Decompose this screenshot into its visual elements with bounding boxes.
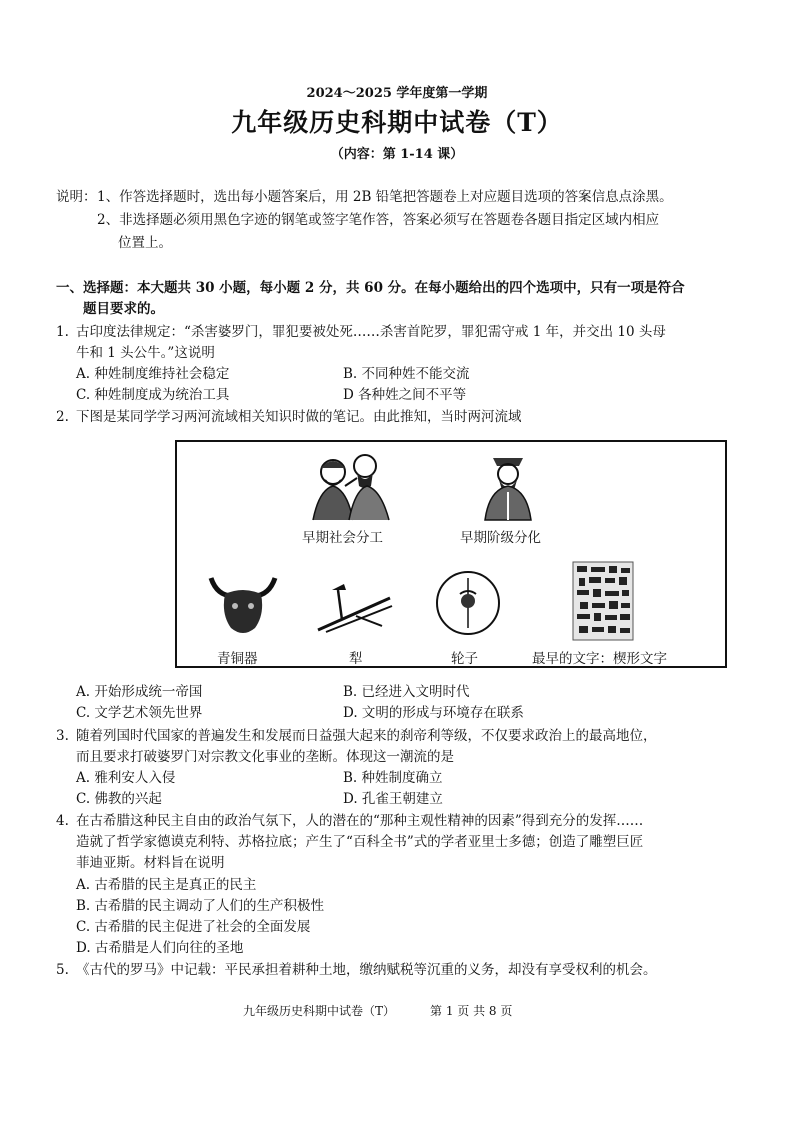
question-3-option-d[interactable]: D. 孔雀王朝建立 [343,791,443,807]
question-2-option-a[interactable]: A. 开始形成统一帝国 [76,684,203,700]
question-5-number: 5. [56,962,69,978]
plow-icon [312,576,396,636]
question-2-option-d[interactable]: D. 文明的形成与环境存在联系 [343,705,524,721]
question-4-option-a[interactable]: A. 古希腊的民主是真正的民主 [76,877,257,893]
label-wheel: 轮子 [451,651,478,667]
section-heading: 一、选择题：本大题共 30 小题，每小题 2 分，共 60 分。在每小题给出的四个选项中，只有一项是符合 [56,280,685,296]
label-bronze: 青铜器 [217,651,258,667]
footer-title: 九年级历史科期中试卷（T） [243,1004,396,1018]
question-4-number: 4. [56,813,69,829]
question-1-option-c[interactable]: C. 种姓制度成为统治工具 [76,387,230,403]
question-2-option-b[interactable]: B. 已经进入文明时代 [343,684,470,700]
instruction-1: 1、作答选择题时，选出每小题答案后，用 2B 铅笔把答题卷上对应题目选项的答案信息点涂黑。 [97,189,673,205]
question-3-number: 3. [56,728,69,744]
label-early-class-division: 早期阶级分化 [460,530,541,546]
bronze-bull-icon [207,568,279,640]
class-division-illustration [473,448,543,522]
page-title: 九年级历史科期中试卷（T） [231,108,563,137]
question-3-option-b[interactable]: B. 种姓制度确立 [343,770,443,786]
instructions-prefix: 说明： [56,189,97,205]
question-2-stem: 下图是某同学学习两河流域相关知识时做的笔记。由此推知，当时两河流域 [76,409,522,425]
question-3-stem-cont: 而且要求打破婆罗门对宗教文化事业的垄断。体现这一潮流的是 [76,749,454,765]
question-4-stem-cont: 造就了哲学家德谟克利特、苏格拉底；产生了“百科全书”式的学者亚里士多德；创造了雕塑巨匠 [76,834,644,850]
instruction-2b: 位置上。 [118,235,172,251]
question-5-stem: 《古代的罗马》中记载：平民承担着耕种土地，缴纳赋税等沉重的义务，却没有享受权利的机会。 [76,962,657,978]
semester-line: 2024～2025 学年度第一学期 [306,86,488,101]
question-4-option-d[interactable]: D. 古希腊是人们向往的圣地 [76,940,244,956]
cuneiform-tablet-icon [571,560,635,642]
question-4-option-b[interactable]: B. 古希腊的民主调动了人们的生产积极性 [76,898,325,914]
question-2-number: 2. [56,409,69,425]
question-1-stem-cont: 牛和 1 头公牛。”这说明 [76,345,215,361]
section-heading-cont: 题目要求的。 [83,301,164,317]
question-1-option-b[interactable]: B. 不同种姓不能交流 [343,366,470,382]
footer-page-number: 第 1 页 共 8 页 [430,1004,513,1018]
question-4-stem-cont-2: 菲迪亚斯。材料旨在说明 [76,855,225,871]
content-range: （内容：第 1-14 课） [330,147,464,162]
question-1-stem: 古印度法律规定：“杀害婆罗门，罪犯要被处死……杀害首陀罗，罪犯需守戒 1 年，并交出 10 头母 [76,324,666,340]
question-2-option-c[interactable]: C. 文学艺术领先世界 [76,705,203,721]
label-early-social-division: 早期社会分工 [302,530,383,546]
question-4-option-c[interactable]: C. 古希腊的民主促进了社会的全面发展 [76,919,311,935]
question-3-option-a[interactable]: A. 雅利安人入侵 [76,770,176,786]
question-1-number: 1. [56,324,69,340]
instruction-2a: 2、非选择题必须用黑色字迹的钢笔或签字笔作答，答案必须写在答题卷各题目指定区域内相应 [97,212,660,228]
question-1-option-d[interactable]: D 各种姓之间不平等 [343,387,467,403]
mesopotamia-notes-figure [175,440,727,668]
question-3-stem: 随着列国时代国家的普遍发生和发展而日益强大起来的刹帝利等级，不仅要求政治上的最高地位， [76,728,657,744]
wheel-icon [433,568,503,638]
question-1-option-a[interactable]: A. 种姓制度维持社会稳定 [76,366,230,382]
label-plow: 犁 [349,651,363,667]
social-division-illustration [305,450,395,522]
question-3-option-c[interactable]: C. 佛教的兴起 [76,791,162,807]
question-4-stem: 在古希腊这种民主自由的政治气氛下，人的潜在的“那种主观性精神的因素”得到充分的发挥…… [76,813,644,829]
label-cuneiform: 最早的文字：楔形文字 [532,651,667,667]
